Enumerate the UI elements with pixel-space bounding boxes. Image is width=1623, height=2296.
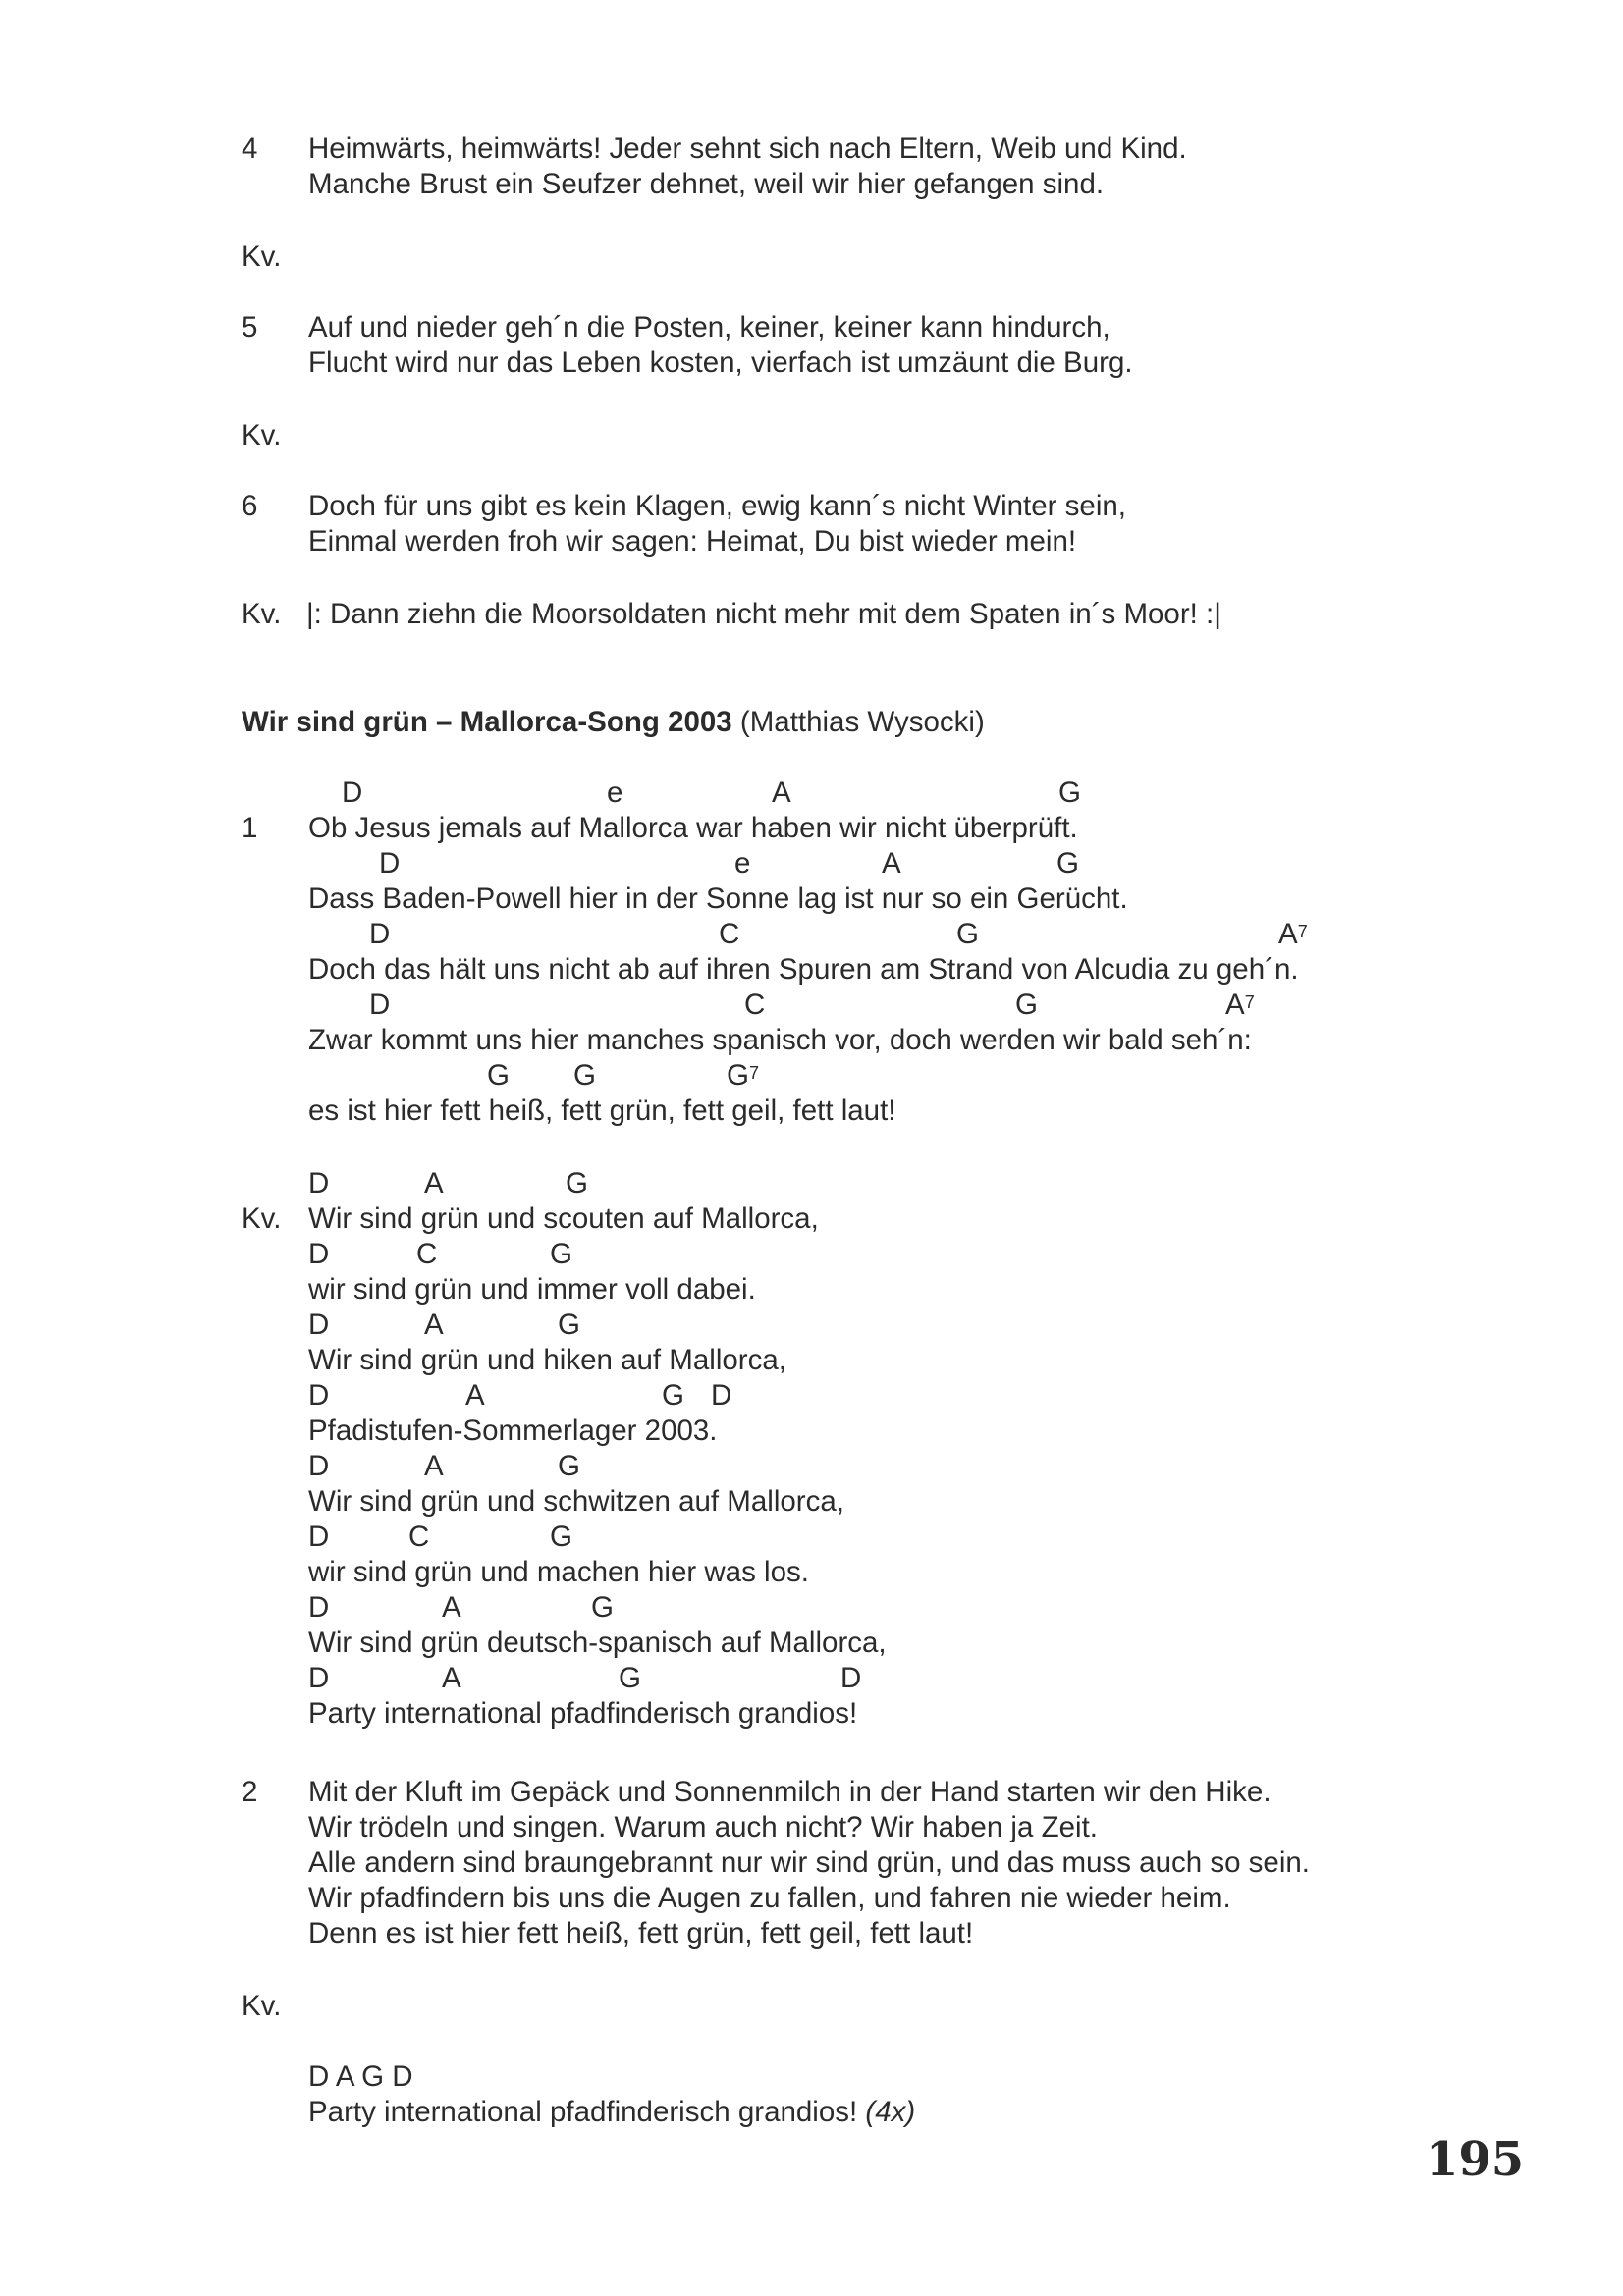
chorus-label: Kv. (242, 240, 282, 273)
chord: D (308, 1662, 330, 1694)
chorus-label: Kv. (242, 1202, 282, 1235)
chord: e (607, 776, 623, 809)
chord: G (1058, 776, 1081, 809)
chord: G (1015, 988, 1038, 1021)
chord: A (424, 1308, 444, 1341)
chord-row (0, 846, 1623, 881)
chord: C (416, 1238, 438, 1270)
chord-a7 (1278, 917, 1308, 952)
chord: G (558, 1450, 580, 1482)
chord-superscript: 7 (748, 1063, 759, 1083)
page-number: 195 (1426, 2132, 1525, 2187)
verse-number: 1 (242, 812, 258, 844)
chorus-line: wir sind grün und machen hier was los. (308, 1556, 809, 1588)
chorus-line: Wir sind grün und schwitzen auf Mallorca, (308, 1485, 844, 1518)
chord: e (734, 847, 751, 880)
chord: D (308, 1379, 330, 1412)
chorus-line: Wir sind grün und scouten auf Mallorca, (308, 1202, 819, 1235)
chord: C (744, 988, 766, 1021)
chorus-line: Wir sind grün und hiken auf Mallorca, (308, 1344, 786, 1376)
chord: A (1225, 988, 1245, 1021)
chord: G (558, 1308, 580, 1341)
chorus-line: Party international pfadfinderisch grandios! (308, 1697, 858, 1730)
verse-number: 4 (242, 133, 258, 165)
chord: G (619, 1662, 641, 1694)
lyric-line: Heimwärts, heimwärts! Jeder sehnt sich nach Eltern, Weib und Kind. (308, 133, 1187, 165)
chord: C (408, 1521, 430, 1553)
chord: D (308, 1450, 330, 1482)
chord: A (882, 847, 901, 880)
lyric-line: es ist hier fett heiß, fett grün, fett geil, fett laut! (308, 1095, 896, 1127)
chord-row (0, 775, 1623, 811)
chord: G (591, 1591, 614, 1624)
lyric-line: Wir trödeln und singen. Warum auch nicht? Wir haben ja Zeit. (308, 1811, 1098, 1843)
chord-row (0, 1520, 1623, 1555)
lyric-line: Denn es ist hier fett heiß, fett grün, fett geil, fett laut! (308, 1917, 974, 1949)
lyric-line: Flucht wird nur das Leben kosten, vierfach ist umzäunt die Burg. (308, 347, 1133, 379)
chord: G (550, 1521, 572, 1553)
lyric-line: Zwar kommt uns hier manches spanisch vor, doch werden wir bald seh´n: (308, 1024, 1252, 1056)
chord: D (369, 918, 391, 950)
chord-row (0, 1237, 1623, 1272)
chord: D (308, 1521, 330, 1553)
chord: G (662, 1379, 684, 1412)
chorus-final-text: |: Dann ziehn die Moorsoldaten nicht mehr mit dem Spaten in´s Moor! :| (306, 598, 1221, 630)
chord-row (0, 1661, 1623, 1696)
chord: A (772, 776, 791, 809)
chord: G (1056, 847, 1079, 880)
chord: G (550, 1238, 572, 1270)
chord-row (0, 1449, 1623, 1484)
lyric-line: Mit der Kluft im Gepäck und Sonnenmilch in der Hand starten wir den Hike. (308, 1776, 1271, 1808)
outro-repeat: (4x) (865, 2096, 916, 2128)
chord: C (719, 918, 740, 950)
chord-row (0, 1166, 1623, 1201)
verse-number: 5 (242, 311, 258, 344)
chorus-label: Kv. (242, 1990, 282, 2022)
chord-superscript: 7 (1297, 922, 1308, 941)
chord: D (308, 1308, 330, 1341)
chord: G (956, 918, 979, 950)
verse-number: 6 (242, 490, 258, 522)
chord: A (424, 1167, 444, 1200)
chord-row (0, 1058, 1623, 1094)
song-title-bold: Wir sind grün – Mallorca-Song 2003 (242, 706, 732, 738)
lyric-line: Dass Baden-Powell hier in der Sonne lag ist nur so ein Gerücht. (308, 882, 1128, 915)
chord: D (308, 1167, 330, 1200)
lyric-line: Einmal werden froh wir sagen: Heimat, Du bist wieder mein! (308, 525, 1077, 558)
chord: D (711, 1379, 732, 1412)
lyric-line: Auf und nieder geh´n die Posten, keiner, keiner kann hindurch, (308, 311, 1110, 344)
chord-row (0, 917, 1623, 952)
lyric-line: Manche Brust ein Seufzer dehnet, weil wir hier gefangen sind. (308, 168, 1105, 200)
lyric-line: Doch das hält uns nicht ab auf ihren Spuren am Strand von Alcudia zu geh´n. (308, 953, 1299, 986)
lyric-line: Wir pfadfindern bis uns die Augen zu fallen, und fahren nie wieder heim. (308, 1882, 1231, 1914)
chord: A (1278, 918, 1298, 950)
lyric-line: Doch für uns gibt es kein Klagen, ewig kann´s nicht Winter sein, (308, 490, 1126, 522)
chord-superscript: 7 (1244, 992, 1255, 1012)
outro-line (308, 2095, 915, 2130)
chord-g7 (727, 1058, 759, 1094)
lyric-line: Ob Jesus jemals auf Mallorca war haben wir nicht überprüft. (308, 812, 1078, 844)
chord: D (369, 988, 391, 1021)
outro-chords: D A G D (308, 2060, 413, 2093)
chord: A (442, 1662, 461, 1694)
chord: G (487, 1059, 510, 1092)
chord-row (0, 1590, 1623, 1626)
chord: D (308, 1591, 330, 1624)
chorus-line: Pfadistufen-Sommerlager 2003. (308, 1415, 718, 1447)
outro-text: Party international pfadfinderisch grandios! (308, 2096, 858, 2128)
chorus-label: Kv. (242, 598, 282, 630)
chord-row (0, 1308, 1623, 1343)
verse-number: 2 (242, 1776, 258, 1808)
chord: D (308, 1238, 330, 1270)
chord-a7 (1225, 988, 1255, 1023)
chord: G (566, 1167, 588, 1200)
song-title (242, 705, 985, 740)
chord: G (573, 1059, 596, 1092)
chord: D (379, 847, 401, 880)
chord: D (342, 776, 363, 809)
chord: A (442, 1591, 461, 1624)
chord: D (840, 1662, 862, 1694)
chord: A (465, 1379, 485, 1412)
chord: G (727, 1059, 749, 1092)
chorus-label: Kv. (242, 419, 282, 452)
chord: A (424, 1450, 444, 1482)
chord-row (0, 988, 1623, 1023)
lyric-line: Alle andern sind braungebrannt nur wir sind grün, und das muss auch so sein. (308, 1846, 1310, 1879)
song-author: (Matthias Wysocki) (731, 706, 985, 738)
chorus-line: wir sind grün und immer voll dabei. (308, 1273, 756, 1306)
chorus-line: Wir sind grün deutsch-spanisch auf Mallorca, (308, 1627, 887, 1659)
chord-row (0, 1378, 1623, 1414)
